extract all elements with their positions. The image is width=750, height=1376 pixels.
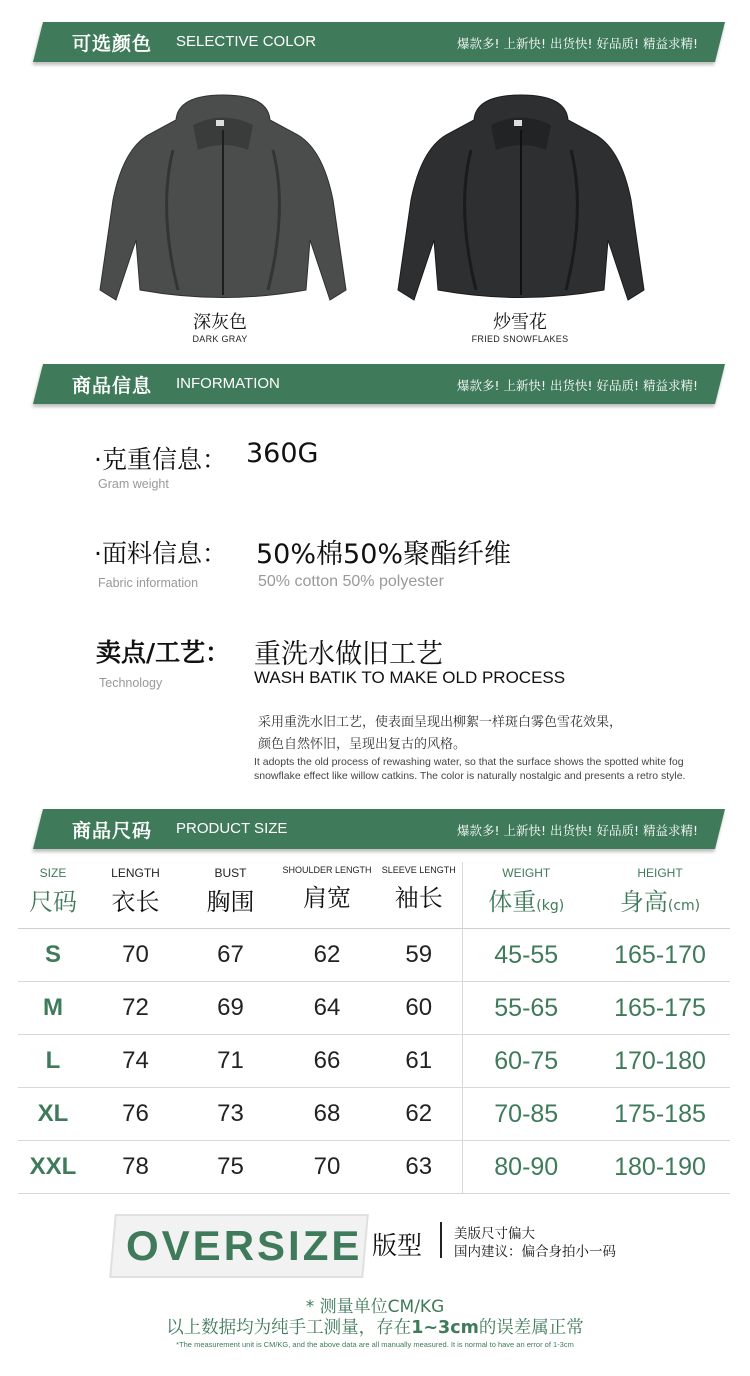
color-name-cn: 深灰色 — [193, 312, 247, 333]
banner-selective-color — [38, 22, 720, 62]
weight-label: ·克重信息： — [94, 445, 227, 474]
footnote-error — [0, 1314, 750, 1339]
header-height: HEIGHT 身高(cm) — [590, 862, 730, 929]
table-row — [18, 929, 730, 982]
header-size: SIZE 尺码 — [18, 862, 88, 929]
fit-label: 版型 — [372, 1231, 423, 1260]
height-cell: 165-175 — [590, 982, 730, 1035]
weight-cell: 45-55 — [462, 929, 590, 982]
size-table-header — [18, 862, 730, 929]
footnote-en: *The measurement unit is CM/KG, and the above data are all manually measured. It is normal to have an error of 1-3cm — [176, 1340, 574, 1349]
table-row — [18, 1141, 730, 1194]
bust-cell: 71 — [183, 1035, 278, 1088]
fit-note-1: 美版尺寸偏大 — [454, 1226, 535, 1242]
banner-information — [38, 364, 720, 404]
shoulder-cell: 70 — [278, 1141, 376, 1194]
length-cell: 74 — [88, 1035, 183, 1088]
product-image-dark-gray — [98, 90, 348, 310]
tech-sub: Technology — [99, 676, 163, 690]
height-cell: 180-190 — [590, 1141, 730, 1194]
sleeve-cell: 61 — [376, 1035, 462, 1088]
bust-cell: 67 — [183, 929, 278, 982]
fabric-sub: Fabric information — [98, 576, 199, 590]
color-name-en: FRIED SNOWFLAKES — [471, 334, 569, 344]
fabric-value: 50%棉50%聚酯纤维 — [256, 539, 512, 570]
weight-cell: 80-90 — [462, 1141, 590, 1194]
footnote-error-part: 的误差属正常 — [478, 1318, 584, 1338]
sleeve-cell: 59 — [376, 929, 462, 982]
fit-note-2: 国内建议：偏合身拍小一码 — [454, 1244, 616, 1260]
product-image-fried-snowflakes — [396, 90, 646, 310]
sleeve-cell: 62 — [376, 1088, 462, 1141]
shoulder-cell: 68 — [278, 1088, 376, 1141]
tech-label: 卖点/工艺： — [96, 638, 231, 667]
footnote-error-range: 1~3cm — [411, 1318, 479, 1338]
color-name-cn: 炒雪花 — [493, 312, 547, 333]
table-row — [18, 1035, 730, 1088]
footnote-unit: * 测量单位CM/KG — [305, 1297, 445, 1317]
header-shoulder: SHOULDER LENGTH 肩宽 — [278, 862, 376, 929]
banner-slogan: 爆款多! 上新快! 出货快! 好品质! 精益求精! — [457, 36, 698, 51]
sleeve-cell: 60 — [376, 982, 462, 1035]
banner-title-en: SELECTIVE COLOR — [176, 33, 317, 50]
table-row — [18, 982, 730, 1035]
tech-desc-cn-1: 采用重洗水旧工艺，使表面呈现出柳絮一样斑白雾色雪花效果， — [258, 715, 623, 730]
length-cell: 76 — [88, 1088, 183, 1141]
tech-desc-cn-2: 颜色自然怀旧，呈现出复古的风格。 — [258, 737, 467, 752]
banner-title-cn: 可选颜色 — [72, 33, 153, 55]
bust-cell: 69 — [183, 982, 278, 1035]
size-cell: L — [18, 1035, 88, 1088]
size-table — [18, 862, 730, 1194]
tech-value: 重洗水做旧工艺 — [254, 639, 443, 670]
banner-title-cn: 商品尺码 — [72, 820, 153, 842]
size-cell: XXL — [18, 1141, 88, 1194]
color-name-en: DARK GRAY — [192, 334, 248, 344]
header-bust: BUST 胸围 — [183, 862, 278, 929]
length-cell: 78 — [88, 1141, 183, 1194]
shoulder-cell: 66 — [278, 1035, 376, 1088]
header-sleeve: SLEEVE LENGTH 袖长 — [376, 862, 462, 929]
table-row — [18, 1088, 730, 1141]
length-cell: 70 — [88, 929, 183, 982]
fit-divider — [440, 1222, 442, 1258]
bust-cell: 73 — [183, 1088, 278, 1141]
weight-sub: Gram weight — [98, 477, 169, 491]
footnote-error-part: 以上数据均为纯手工测量，存在 — [166, 1318, 412, 1338]
sleeve-cell: 63 — [376, 1141, 462, 1194]
shoulder-cell: 64 — [278, 982, 376, 1035]
weight-value: 360G — [246, 438, 319, 469]
banner-product-size — [38, 809, 720, 849]
size-cell: M — [18, 982, 88, 1035]
height-cell: 175-185 — [590, 1088, 730, 1141]
weight-cell: 60-75 — [462, 1035, 590, 1088]
header-length: LENGTH 衣长 — [88, 862, 183, 929]
banner-title-en: PRODUCT SIZE — [176, 820, 288, 837]
fabric-label: ·面料信息： — [94, 539, 227, 568]
banner-title-en: INFORMATION — [176, 375, 280, 392]
weight-cell: 55-65 — [462, 982, 590, 1035]
size-cell: S — [18, 929, 88, 982]
fabric-value-en: 50% cotton 50% polyester — [258, 573, 444, 590]
shoulder-cell: 62 — [278, 929, 376, 982]
size-cell: XL — [18, 1088, 88, 1141]
tech-value-en: WASH BATIK TO MAKE OLD PROCESS — [254, 668, 566, 687]
bust-cell: 75 — [183, 1141, 278, 1194]
height-cell: 170-180 — [590, 1035, 730, 1088]
header-weight: WEIGHT 体重(kg) — [462, 862, 590, 929]
weight-cell: 70-85 — [462, 1088, 590, 1141]
height-cell: 165-170 — [590, 929, 730, 982]
length-cell: 72 — [88, 982, 183, 1035]
banner-slogan: 爆款多! 上新快! 出货快! 好品质! 精益求精! — [457, 378, 698, 393]
oversize-text: OVERSIZE — [126, 1222, 363, 1269]
banner-title-cn: 商品信息 — [72, 375, 153, 397]
tech-desc-en: It adopts the old process of rewashing water, so that the surface shows the spotted white fog snowflake effect like willow catkins. The color is naturally nostalgic and presents a retro style. — [254, 756, 686, 782]
banner-slogan: 爆款多! 上新快! 出货快! 好品质! 精益求精! — [457, 823, 698, 838]
